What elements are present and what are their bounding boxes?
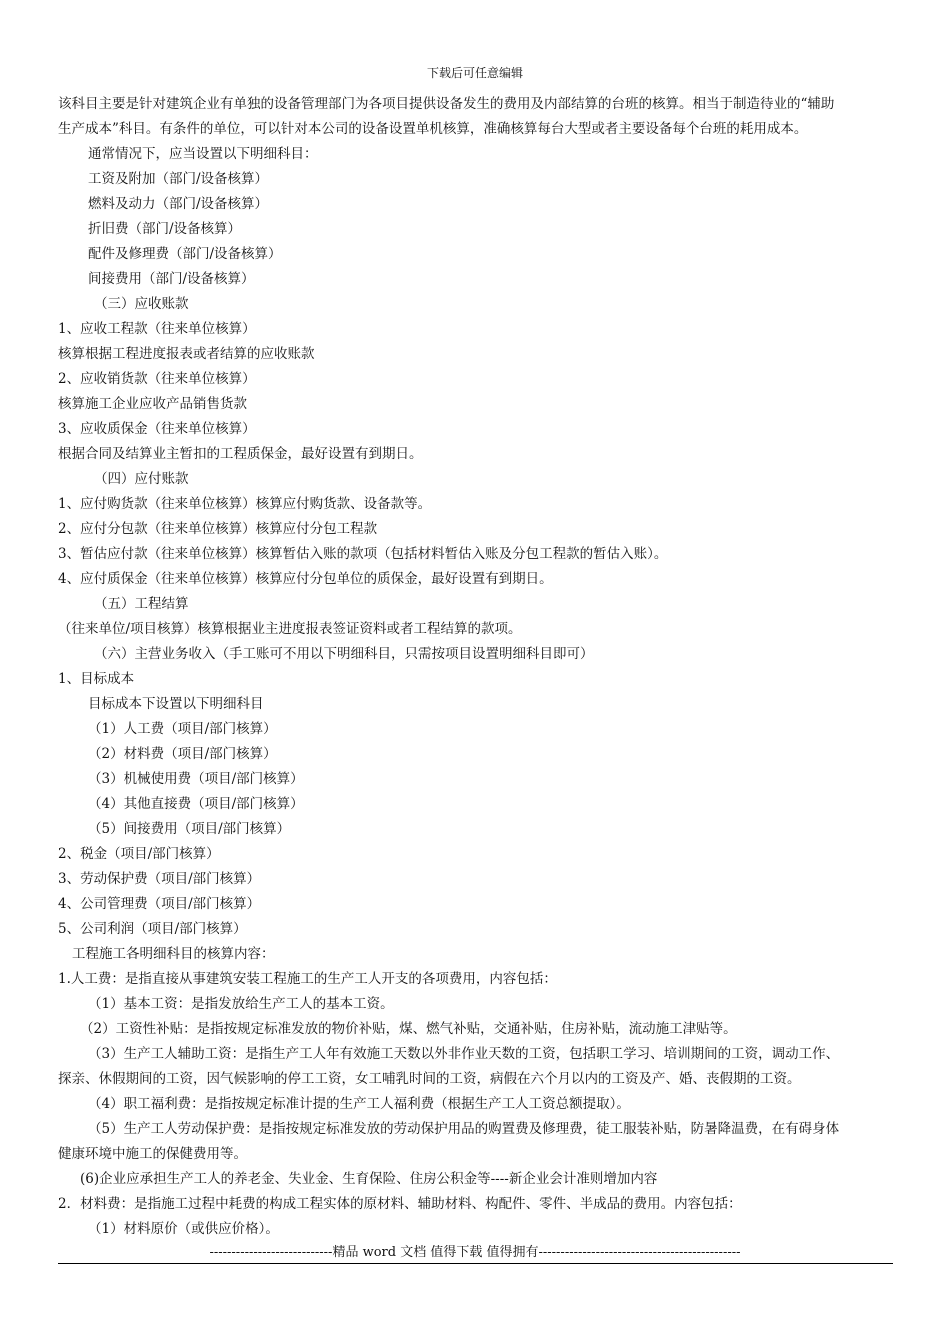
footer-rule <box>58 1263 893 1264</box>
text-line: （五）工程结算 <box>94 596 189 612</box>
page-footer: ----------------------------精品 word 文档 值得下载 值得拥有---------------------------------------------- <box>209 1245 741 1260</box>
text-line: （1）人工费（项目/部门核算） <box>88 721 277 737</box>
text-line: 工资及附加（部门/设备核算） <box>88 171 269 187</box>
text-line: 燃料及动力（部门/设备核算） <box>88 196 269 212</box>
text-line: 2、应收销货款（往来单位核算） <box>58 371 256 387</box>
text-line: （5）间接费用（项目/部门核算） <box>88 821 291 837</box>
text-line: 该科目主要是针对建筑企业有单独的设备管理部门为各项目提供设备发生的费用及内部结算的台班的核算。相当于制造待业的“辅助 <box>58 96 835 112</box>
text-line: 3、应收质保金（往来单位核算） <box>58 421 256 437</box>
text-line: 1.人工费：是指直接从事建筑安装工程施工的生产工人开支的各项费用，内容包括： <box>58 971 557 987</box>
text-line: （2）材料费（项目/部门核算） <box>88 746 277 762</box>
text-line: （六）主营业务收入（手工账可不用以下明细科目，只需按项目设置明细科目即可） <box>94 646 594 662</box>
text-line: 核算施工企业应收产品销售货款 <box>58 396 247 412</box>
text-line: （1）基本工资：是指发放给生产工人的基本工资。 <box>88 996 394 1012</box>
text-line: 通常情况下，应当设置以下明细科目： <box>88 146 318 162</box>
text-line: 目标成本下设置以下明细科目 <box>88 696 264 712</box>
page-header: 下载后可任意编辑 <box>426 66 523 80</box>
text-line: 2．材料费：是指施工过程中耗费的构成工程实体的原材料、辅助材料、构配件、零件、半成品的费用。内容包括： <box>58 1196 742 1212</box>
text-line: 间接费用（部门/设备核算） <box>88 271 255 287</box>
text-line: 探亲、休假期间的工资，因气候影响的停工工资，女工哺乳时间的工资，病假在六个月以内的工资及产、婚、丧假期的工资。 <box>58 1071 801 1087</box>
text-line: (6)企业应承担生产工人的养老金、失业金、生育保险、住房公积金等----新企业会计准则增加内容 <box>80 1171 658 1187</box>
text-line: 3、暂估应付款（往来单位核算）核算暂估入账的款项（包括材料暂估入账及分包工程款的暂估入账）。 <box>58 546 668 562</box>
document-body <box>58 92 894 1242</box>
text-line: （3）机械使用费（项目/部门核算） <box>88 771 304 787</box>
text-line: （1）材料原价（或供应价格）。 <box>88 1221 279 1237</box>
text-line: 1、目标成本 <box>58 671 135 687</box>
text-line: （四）应付账款 <box>94 471 189 487</box>
text-line: （往来单位/项目核算）核算根据业主进度报表签证资料或者工程结算的款项。 <box>58 621 522 637</box>
text-line: 核算根据工程进度报表或者结算的应收账款 <box>58 346 315 362</box>
text-line: 生产成本”科目。有条件的单位，可以针对本公司的设备设置单机核算，准确核算每台大型或者主要设备每个台班的耗用成本。 <box>58 121 808 137</box>
text-line: 健康环境中施工的保健费用等。 <box>58 1146 247 1162</box>
text-line: 4、应付质保金（往来单位核算）核算应付分包单位的质保金，最好设置有到期日。 <box>58 571 553 587</box>
text-line: 根据合同及结算业主暂扣的工程质保金，最好设置有到期日。 <box>58 446 423 462</box>
text-line: （3）生产工人辅助工资：是指生产工人年有效施工天数以外非作业天数的工资，包括职工学习、培训期间的工资，调动工作、 <box>88 1046 840 1062</box>
text-line: （4）其他直接费（项目/部门核算） <box>88 796 304 812</box>
text-line: 3、劳动保护费（项目/部门核算） <box>58 871 261 887</box>
text-line: 1、应收工程款（往来单位核算） <box>58 321 256 337</box>
text-line: 工程施工各明细科目的核算内容： <box>72 946 275 962</box>
text-line: （4）职工福利费：是指按规定标准计提的生产工人福利费（根据生产工人工资总额提取）。 <box>88 1096 630 1112</box>
text-line: 配件及修理费（部门/设备核算） <box>88 246 282 262</box>
text-line: 2、税金（项目/部门核算） <box>58 846 220 862</box>
text-line: 折旧费（部门/设备核算） <box>88 221 242 237</box>
text-line: （2）工资性补贴：是指按规定标准发放的物价补贴，煤、燃气补贴，交通补贴，住房补贴，流动施工津贴等。 <box>80 1021 737 1037</box>
text-line: （三）应收账款 <box>94 296 189 312</box>
text-line: 5、公司利润（项目/部门核算） <box>58 921 247 937</box>
text-line: 1、应付购货款（往来单位核算）核算应付购货款、设备款等。 <box>58 496 432 512</box>
text-line: 4、公司管理费（项目/部门核算） <box>58 896 261 912</box>
text-line: （5）生产工人劳动保护费：是指按规定标准发放的劳动保护用品的购置费及修理费，徒工服装补贴，防暑降温费，在有碍身体 <box>88 1121 840 1137</box>
text-line: 2、应付分包款（往来单位核算）核算应付分包工程款 <box>58 521 378 537</box>
